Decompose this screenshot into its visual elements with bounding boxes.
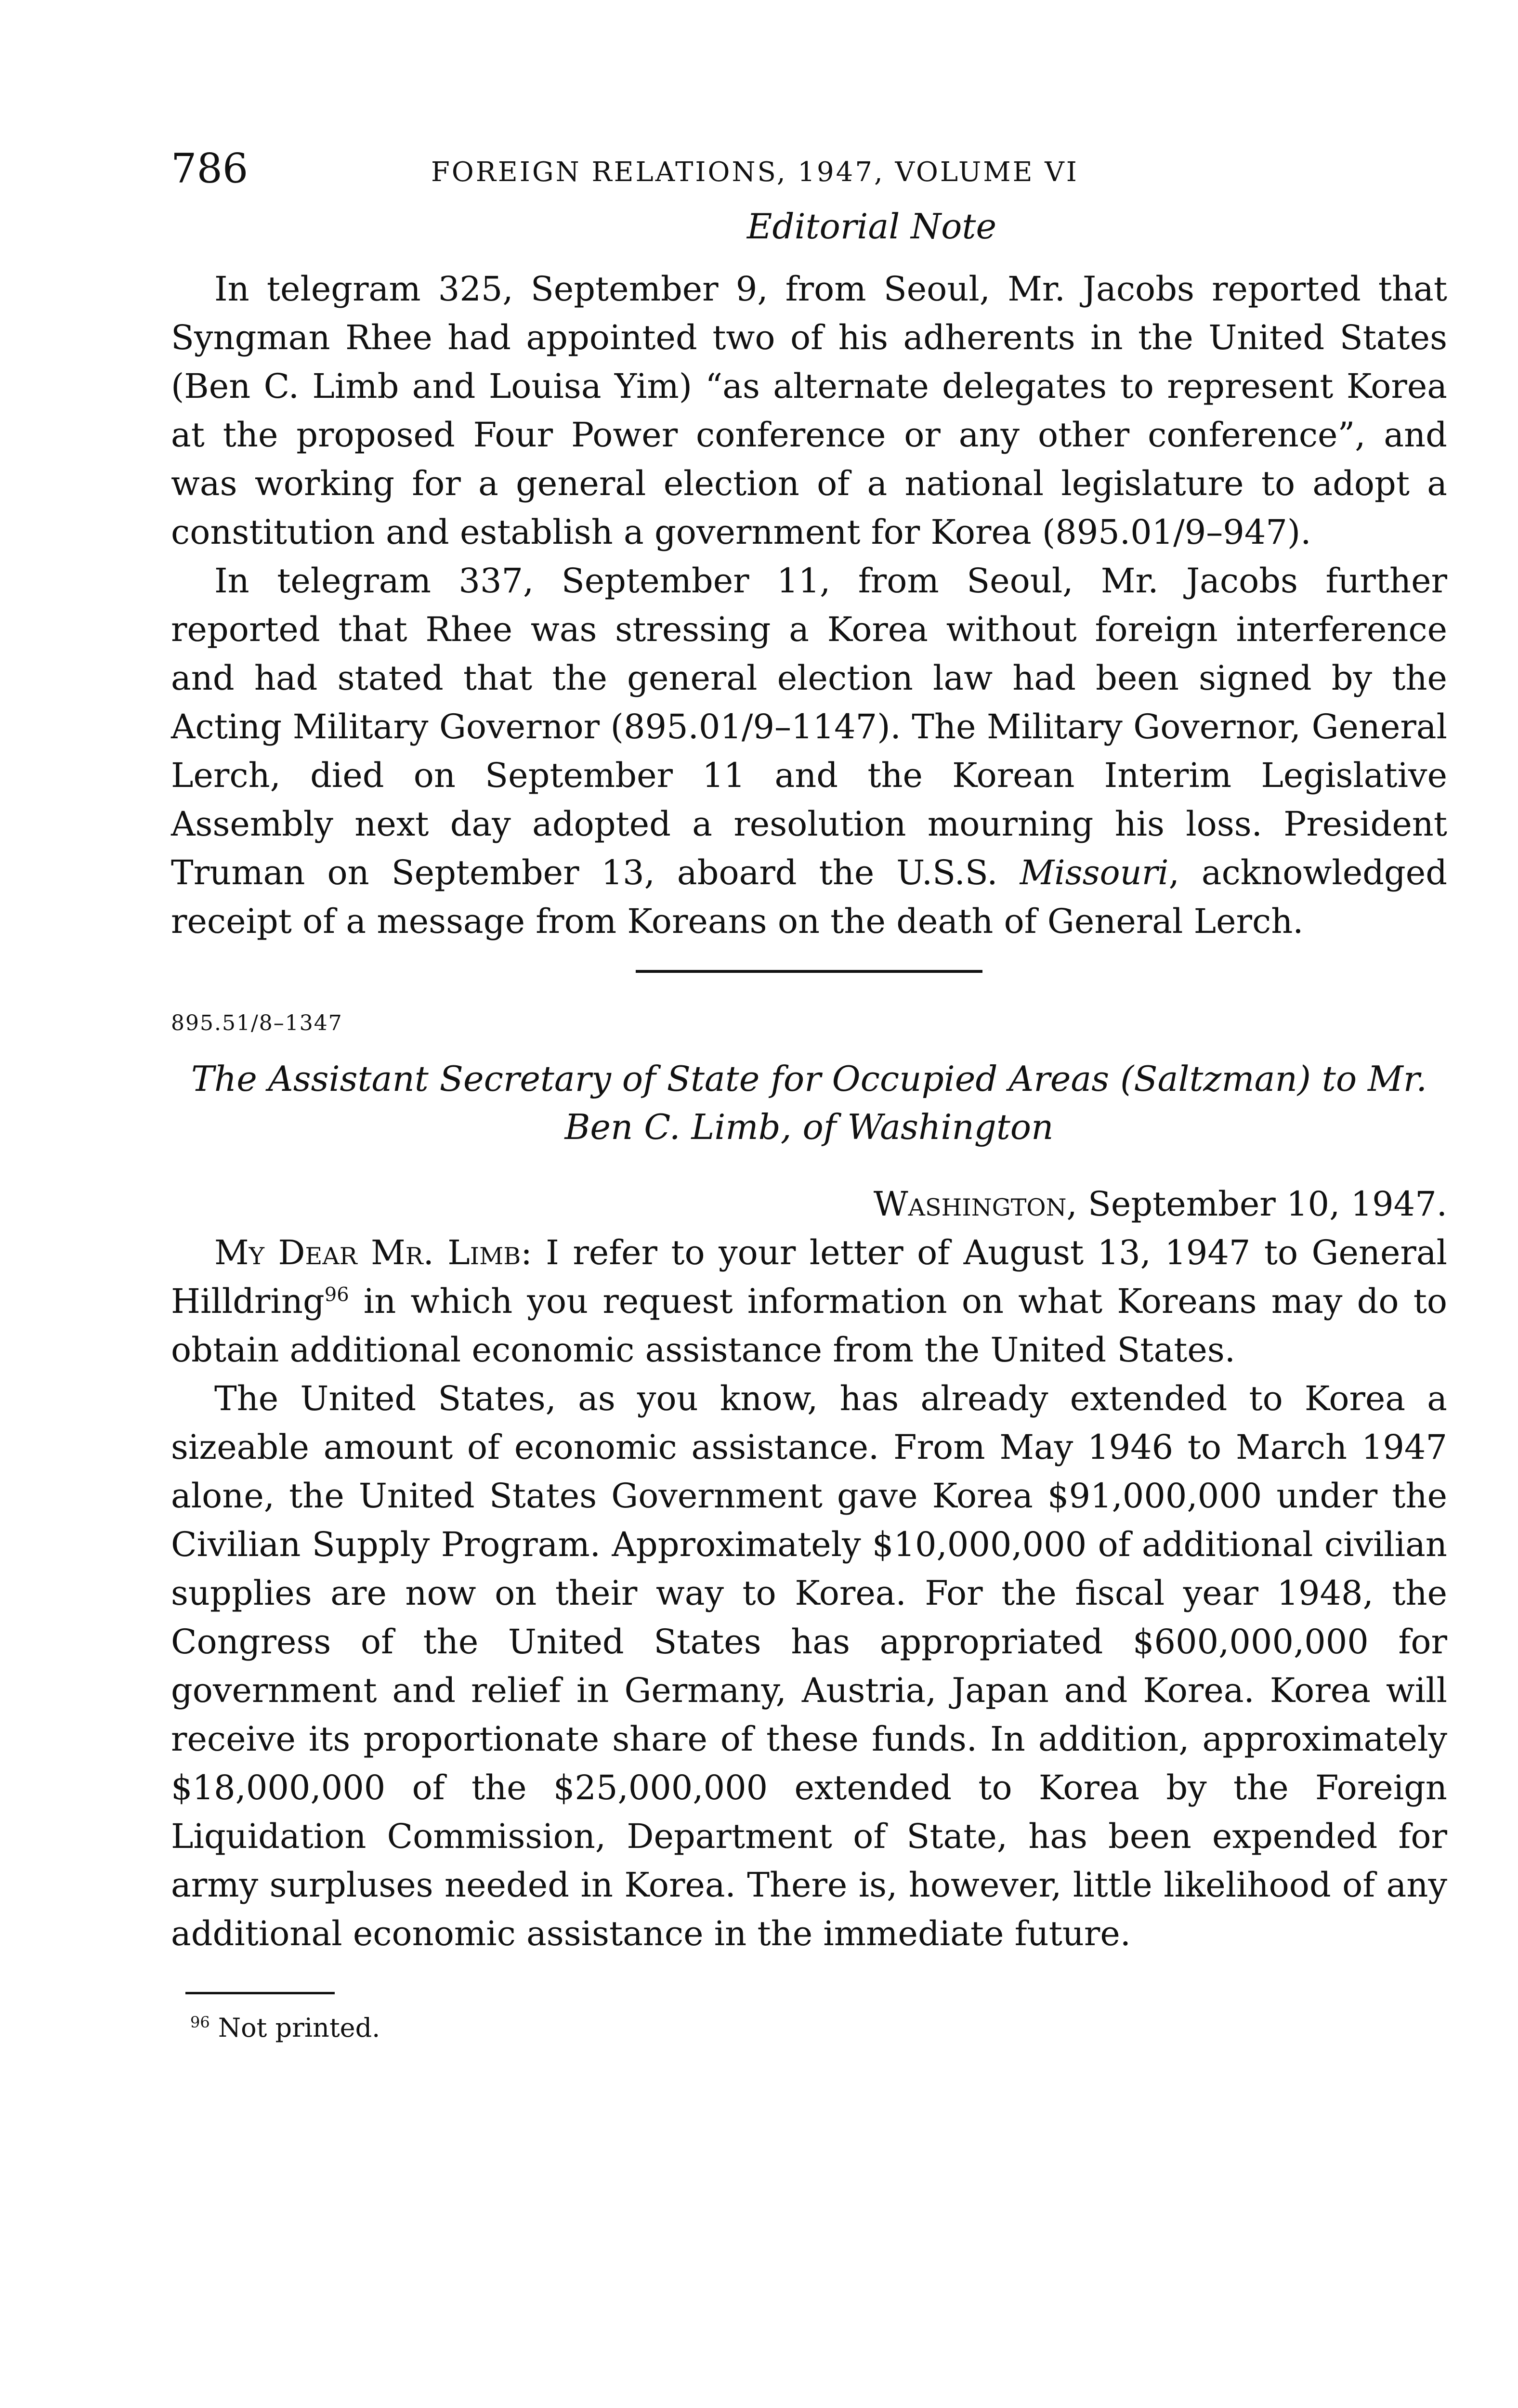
letter-paragraph-1-text-b: in which you request information on what Koreans may do to obtain additional economic assistance from the United States. — [171, 1282, 1447, 1370]
letter-paragraph-1-text-a: : I refer to your letter of August 13, 1947 to General Hilldring — [171, 1233, 1447, 1321]
footnote-text: Not printed. — [218, 2013, 380, 2043]
footnote-divider — [185, 1992, 335, 1994]
dateline-date: , September 10, 1947. — [1066, 1184, 1447, 1224]
editorial-note-paragraph-1: In telegram 325, September 9, from Seoul, Mr. Jacobs reported that Syngman Rhee had appointed two of his adherents in the United States (Ben C. Limb and Louisa Yim) “as alternate delegates to represent Korea at the proposed Four Power conference or any other conference”, and was working for a general election of a national legislature to adopt a constitution and establish a government for Korea (895.01/9–947). — [171, 269, 1447, 552]
running-title: FOREIGN RELATIONS, 1947, VOLUME VI — [431, 157, 1079, 188]
footnote-reference-marker: 96 — [324, 1283, 349, 1306]
page-number: 786 — [171, 145, 249, 192]
editorial-note-heading: Editorial Note — [746, 206, 997, 247]
letter-paragraph-1 — [171, 1229, 1447, 1374]
footnote — [190, 2009, 1447, 2047]
section-divider — [636, 970, 982, 973]
salutation: My Dear Mr. Limb — [214, 1233, 521, 1272]
document-title: The Assistant Secretary of State for Occupied Areas (Saltzman) to Mr. Ben C. Limb, of Washington — [191, 1059, 1427, 1147]
page — [171, 144, 1447, 2047]
footnote-marker: 96 — [190, 2013, 210, 2031]
editorial-note-paragraph-2-text-b: , acknowledged receipt of a message from Koreans on the death of General Lerch. — [171, 853, 1448, 941]
dateline-place: Washington — [873, 1184, 1067, 1224]
editorial-note-paragraph-2-text-a: In telegram 337, September 11, from Seoul, Mr. Jacobs further reported that Rhee was stressing a Korea without foreign interference and had stated that the general election law had been signed by the Acting Military Governor (895.01/9–1147). The Military Governor, General Lerch, died on September 11 and the Korean Interim Legislative Assembly next day adopted a resolution mourning his loss. President Truman on September 13, aboard the U.S.S. — [171, 561, 1447, 892]
file-reference: 895.51/8–1347 — [171, 1011, 343, 1035]
running-header — [171, 144, 1447, 202]
dateline — [171, 1180, 1447, 1229]
editorial-note-paragraph-2 — [171, 557, 1447, 946]
ship-name: Missouri — [1020, 853, 1169, 892]
letter-paragraph-2: The United States, as you know, has already extended to Korea a sizeable amount of economic assistance. From May 1946 to March 1947 alone, the United States Government gave Korea $91,000,000 under the Civilian Supply Program. Approximately $10,000,000 of additional civilian supplies are now on their way to Korea. For the fiscal year 1948, the Congress of the United States has appropriated $600,000,000 for government and relief in Germany, Austria, Japan and Korea. Korea will receive its proportionate share of these funds. In addition, approximately $18,000,000 of the $25,000,000 extended to Korea by the Foreign Liquidation Commission, Department of State, has been expended for army surpluses needed in Korea. There is, however, little likelihood of any additional economic assistance in the immediate future. — [171, 1379, 1447, 1953]
